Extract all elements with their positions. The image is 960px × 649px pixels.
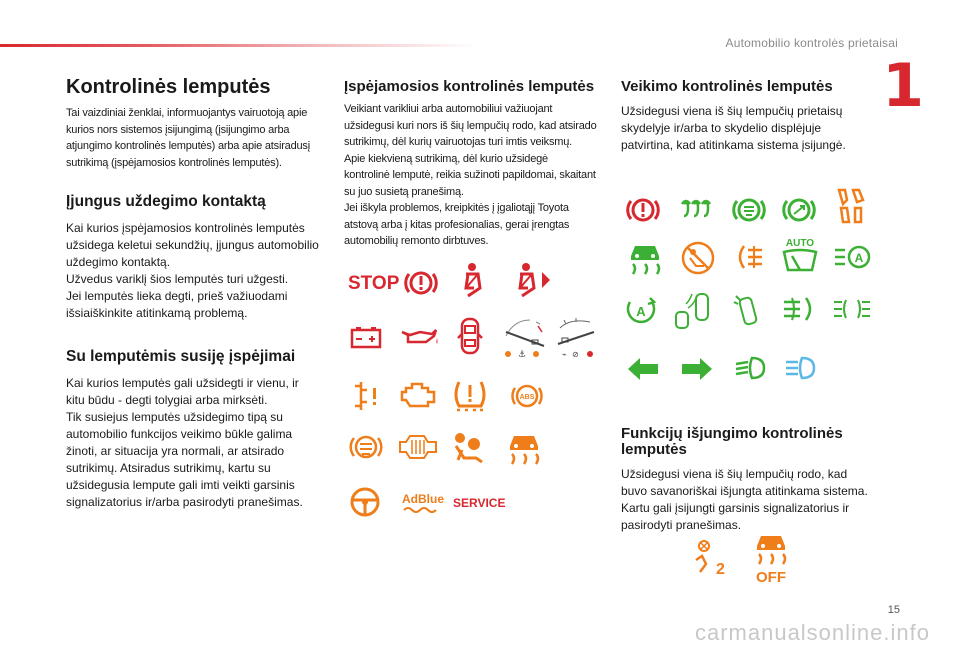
auto-light-icon [833, 242, 873, 272]
seatbelt-passenger-icon [512, 262, 552, 298]
page-number: 15 [887, 604, 900, 616]
warning-lamps-heading: Įspėjamosios kontrolinės lemputės [344, 78, 595, 95]
parking-sensors-icon [674, 290, 718, 330]
speed-limiter-icon [782, 194, 816, 226]
section-title: Automobilio kontrolės prietaisai [725, 36, 898, 50]
svg-text:2: 2 [716, 561, 725, 578]
sidelights-icon [832, 296, 872, 322]
turn-right-icon [680, 356, 714, 382]
lane-off-icon [692, 538, 732, 578]
battery-icon [350, 325, 382, 349]
brake-warning-icon [404, 266, 438, 300]
warning-lamps-text: Veikiant varikliui arba automobiliui važiuojant užsidegusi kuri nors iš šių lempučių rodo, kad atsirado sutrikimų, dėl kurių vairuotojas turi imtis veiksmų. Apie kiekvieną sutrikimą, dėl kurio užsidegė kontrolinė lemputė, reikia sužinoti papildomai, skaitant su juo susietą pranešimą. Jei iškyla problemos, kreipkitės į įgaliotąjį Toyota atstovą arba į kitas profesionalias, gerai įrengtas automobilių remonto dirbtuves. [344, 103, 597, 247]
door-open-icon [457, 316, 483, 356]
middle-column [344, 78, 614, 250]
off-lamps-section [621, 426, 891, 534]
operation-lamps-heading: Veikimo kontrolinės lemputės [621, 78, 833, 95]
stop-start-icon [627, 240, 663, 276]
lane-assist-icon [732, 194, 766, 226]
intro-text: Tai vaizdiniai ženklai, informuojantys vairuotoją apie kurios nors sistemos įsijungimą (įsijungimo arba atjungimo kontrolinės lemputės) arba apie atsiradusį sutrikimą (įspėjamosios kontrolinės lemputės). [66, 107, 310, 169]
svg-text:⌁: ⌁ [562, 350, 567, 359]
service-icon [452, 492, 506, 512]
off-lamps-text: Užsidegusi viena iš šių lempučių rodo, kad buvo savanoriškai išjungta atitinkama sistema. Kartu gali įsijungti garsinis signalizatorius ir pasirodyti pranešimas. [621, 467, 868, 532]
svg-text:A: A [854, 251, 864, 265]
warnings-heading: Su lemputėmis susiję įspėjimai [66, 348, 296, 365]
key-remote-icon [732, 290, 762, 330]
svg-text:⚓: ⚓ [518, 350, 527, 360]
esp-service-icon [351, 380, 385, 412]
engine-oil-gauge-icon [554, 314, 600, 360]
preheating-icon [680, 198, 716, 222]
off-lamps-heading: Funkcijų išjungimo kontrolinės lemputės [621, 425, 843, 458]
right-column [621, 78, 891, 154]
airbag-passenger-icon [452, 430, 488, 466]
ignition-heading: Įjungus uždegimo kontaktą [66, 193, 266, 210]
svg-text:ABS: ABS [519, 394, 535, 401]
header-accent-bar [0, 44, 480, 47]
svg-text:OFF: OFF [756, 569, 786, 586]
ignition-text: Kai kurios įspėjamosios kontrolinės lemputės užsidega keletui sekundžių, įjungus automobilio uždegimo kontaktą. Užvedus variklį šios lemputės turi užgesti. Jei lemputės lieka degti, prieš važiuodami išsiaiškinkite atitinkamą problemą. [66, 221, 319, 320]
front-fog-icon [782, 294, 816, 324]
adblue-icon [400, 490, 444, 516]
svg-text:STOP: STOP [348, 273, 400, 294]
left-column [66, 76, 336, 511]
seatbelt-icon [458, 262, 488, 298]
particulate-filter-icon [398, 432, 438, 462]
oil-pressure-icon [400, 326, 440, 348]
page-title: Kontrolinės lemputės [66, 76, 271, 98]
tyre-pressure-icon [451, 376, 489, 414]
steering-fault-icon [349, 486, 381, 518]
stop-icon [346, 268, 400, 294]
svg-text:AUTO: AUTO [785, 238, 815, 249]
main-beam-icon [784, 354, 816, 382]
svg-text:AdBlue: AdBlue [402, 492, 444, 506]
airbag-off-icon [680, 240, 716, 276]
svg-text:A: A [636, 304, 646, 319]
stop-start-active-icon [624, 294, 658, 328]
operation-lamps-text: Užsidegusi viena iš šių lempučių prietaisų skydelyje ir/arba to skydelio displėjuje patvirtina, kad atitinkama sistema įsijungė. [621, 104, 846, 152]
pedestrian-icon [835, 186, 867, 226]
dipped-beam-icon [734, 354, 766, 382]
coolant-temperature-gauge-icon [502, 314, 548, 360]
turn-left-icon [626, 356, 660, 382]
engine-fault-icon [398, 380, 438, 410]
esp-off-icon [752, 532, 790, 584]
chapter-number: 1 [882, 51, 924, 121]
svg-text:SERVICE: SERVICE [453, 496, 506, 510]
fog-light-rear-icon [734, 242, 764, 272]
svg-text:⊘: ⊘ [572, 350, 579, 359]
brake-warning-active-icon [626, 194, 660, 226]
abs-icon [510, 380, 544, 412]
warnings-text: Kai kurios lemputės gali užsidegti ir vienu, ir kitu būdu - degti tolygiai arba mirksėti. Tik susiejus lemputės užsidegimo tipą su automobilio funkcijos veikimo būkle galima žinoti, ar situacija yra normali, ar atsirado sutrikimų. Atsiradus sutrikimų, kartu su užsidegusia lempute gali imti veikti garsinis signalizatorius ir/arba pasirodyti pranešimas. [66, 376, 303, 509]
brake-assist-icon [348, 430, 384, 464]
traction-control-icon [506, 430, 542, 466]
auto-wipe-icon [780, 236, 820, 276]
watermark-text: carmanualsonline.info [694, 620, 930, 645]
